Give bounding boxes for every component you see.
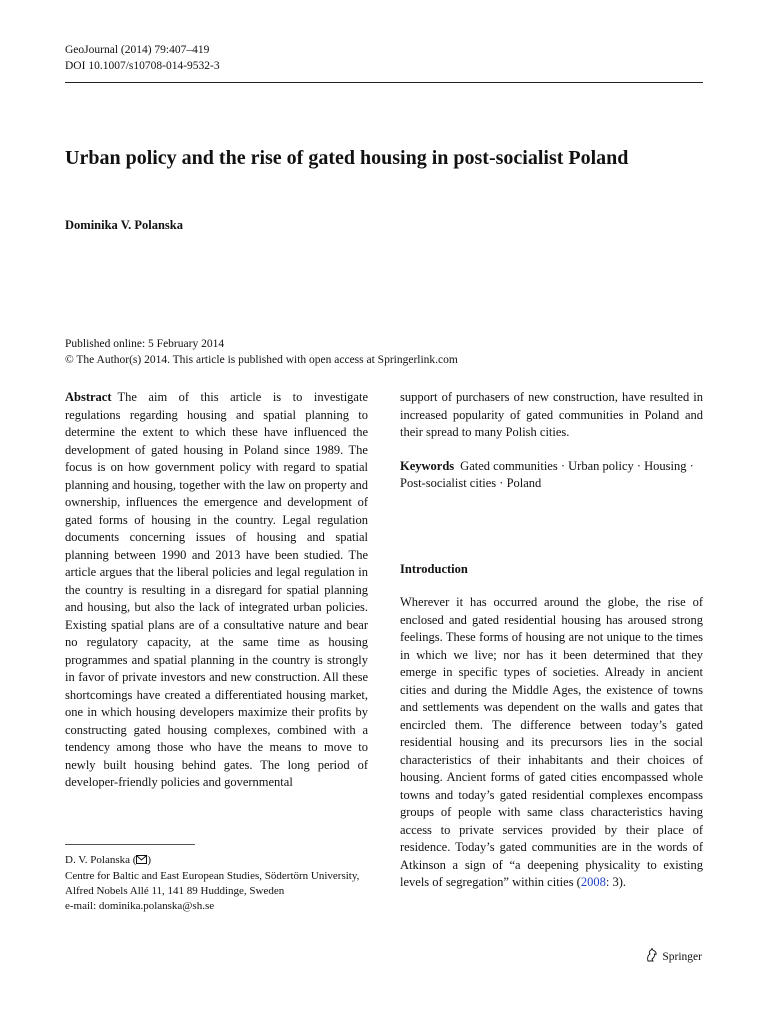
springer-horse-icon [645, 948, 658, 965]
header-rule [65, 82, 703, 83]
article-title: Urban policy and the rise of gated housing in post-socialist Poland [65, 147, 629, 169]
journal-header [65, 42, 220, 74]
abstract-label: Abstract [65, 390, 112, 404]
publisher-logo [645, 948, 702, 965]
abstract-paragraph [65, 389, 368, 792]
keywords-label: Keywords [400, 458, 455, 473]
author-name: Dominika V. Polanska [65, 218, 183, 232]
footnote-author-close: ) [147, 854, 152, 866]
right-column [400, 389, 703, 892]
citation-link[interactable]: 2008 [580, 875, 606, 889]
footnote-affiliation: Centre for Baltic and East European Studies, Södertörn University, Alfred Nobels Allé 11, 141 89 Huddinge, Sweden [65, 870, 360, 897]
keywords [400, 458, 703, 493]
abstract-text: The aim of this article is to investigate regulations regarding housing and spatial planning to determine the extent to which these have influenced the development of gated housing in Poland since 1989. The focus is on how government policy with regard to spatial planning and housing, together with the law on property and ownership, influences the emergence and development of gated forms of housing in the country. Legal regulation documents concerning issues of housing and spatial planning between 1990 and 2013 have been studied. The article argues that the liberal policies and legal regulation in the country is resulting in a disregard for spatial planning and housing, but also the lack of integrated urban policies. Existing spatial plans are of a consultative nature and bear no regulatory capacity, at the same time as housing programmes and spatial planning in the country is strongly in favor of private investors and new construction. All these shortcomings have created a differentiated housing market, one in which housing developers maximize their profits by constructing gated housing complexes, combined with a tendency among those who have the means to move to newly built housing behind gates. The long period of developer-friendly policies and governmental [65, 390, 368, 789]
footnote-rule [65, 844, 195, 845]
abstract-continuation: support of purchasers of new construction, have resulted in increased popularity of gated communities in Poland and their spread to many Polish cities. [400, 390, 703, 439]
keywords-text: Gated communities · Urban policy · Housing · Post-socialist cities · Poland [400, 458, 694, 490]
publisher-name: Springer [662, 950, 702, 963]
introduction-heading: Introduction [400, 561, 468, 576]
footnote-email: e-mail: dominika.polanska@sh.se [65, 900, 215, 912]
envelope-icon[interactable] [136, 854, 147, 869]
introduction-text: Wherever it has occurred around the globe, the rise of enclosed and gated residential housing has aroused strong feelings. These forms of housing are not unique to the times in which we live; nor has it been determined that they emerge in specific types of societies. Already in ancient cities and during the Middle Ages, the existence of towns and settlements was dependent on the walls and gates that encircled them. The difference between today’s gated residential housing and its precursors lies in the social characteristics of their inhabitants and their choices of housing. Ancient forms of gated cities encompassed whole towns and today’s gated residential complexes encompass groups of people with same class characteristics having access to private services provided by their place of residence. Today’s gated communities are in the words of Atkinson a sign of “a deepening physicality to existing levels of segregation” within cities ( [400, 595, 703, 889]
footnote-author-line [65, 853, 385, 869]
copyright-line: © The Author(s) 2014. This article is published with open access at Springerlink.com [65, 354, 458, 366]
publication-info [65, 336, 458, 368]
author-footnote [65, 853, 385, 914]
doi: DOI 10.1007/s10708-014-9532-3 [65, 60, 220, 72]
left-column [65, 389, 368, 792]
published-date: Published online: 5 February 2014 [65, 338, 225, 350]
introduction-text-end: : 3). [605, 875, 626, 889]
journal-citation: GeoJournal (2014) 79:407–419 [65, 44, 210, 56]
introduction-paragraph [400, 594, 703, 892]
footnote-author: D. V. Polanska ( [65, 854, 137, 866]
